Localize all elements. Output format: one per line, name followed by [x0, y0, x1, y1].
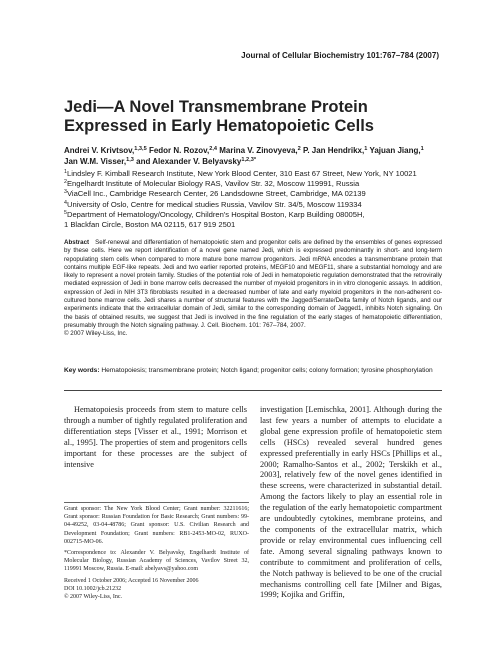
author-name: Marina V. Zinovyeva, [219, 146, 298, 155]
footnote-copyright: © 2007 Wiley-Liss, Inc. [64, 594, 123, 601]
author-name: Yajuan Jiang, [369, 146, 421, 155]
author-affiliation-mark: 2,4 [209, 146, 218, 152]
title-line-2: Expressed in Early Hematopoietic Cells [64, 117, 374, 135]
affiliation-number: 3 [64, 189, 67, 196]
title-line-1: Jedi—A Novel Transmembrane Protein [64, 98, 368, 116]
affiliation-list [64, 169, 444, 230]
author-name: P. Jan Hendrikx, [303, 146, 365, 155]
affiliation-text: Department of Hematology/Oncology, Children's Hospital Boston, Karp Building 08005H, [66, 209, 365, 219]
article-title [64, 98, 444, 136]
author-affiliation-mark: 1 [364, 146, 368, 152]
affiliation-item [64, 189, 444, 199]
affiliation-item [64, 220, 444, 230]
affiliation-item [64, 210, 444, 220]
affiliation-text: Engelhardt Institute of Molecular Biology RAS, Vavilov Str. 32, Moscow 119991, Russia [66, 179, 360, 189]
author-name: Jan W.M. Visser, [64, 157, 127, 166]
affiliation-text: University of Oslo, Centre for medical studies Russia, Vavilov Str. 34/5, Moscow 119334 [66, 199, 362, 209]
author-list [64, 145, 439, 167]
affiliation-item [64, 179, 444, 189]
grant-footnote: Grant sponsor: The New York Blood Center; Grant number: 32211616; Grant sponsor: Russian Foundation for Basic Research; Grant numbers: 99-04-49252, 03-04-48786; Grant sponsor: U.S. Civilian Research and Development Foundation; Grant numbers: RB1-2453-MO-02, RUXO-002715-MO-06. [64, 506, 249, 545]
affiliation-number: 1 [64, 169, 67, 175]
author-affiliation-mark: 2 [297, 146, 301, 152]
keywords [64, 366, 442, 375]
affiliation-text: ViaCell Inc., Cambridge Research Center, 26 Landsdowne Street, Cambridge, MA 02139 [66, 189, 366, 199]
footnote-divider [64, 502, 249, 503]
author-affiliation-mark: 1,3 [126, 157, 134, 163]
affiliation-number: 4 [64, 199, 67, 206]
affiliation-item [64, 200, 444, 210]
doi: DOI 10.1002/jcb.21232 [64, 585, 122, 592]
author-affiliation-mark: 1,3,5 [134, 146, 147, 152]
affiliation-text: 1 Blackfan Circle, Boston MA 02115, 617 919 2501 [64, 220, 236, 230]
author-name: Fedor N. Rozov, [148, 146, 210, 155]
keywords-text: Hematopoiesis; transmembrane protein; Notch ligand; progenitor cells; colony formation; tyrosine phosphorylation [99, 367, 433, 374]
author-affiliation-mark: 1,2,3* [241, 157, 256, 163]
footnotes [64, 502, 249, 601]
journal-header: Journal of Cellular Biochemistry 101:767–784 (2007) [241, 51, 439, 60]
affiliation-number: 2 [64, 179, 67, 186]
body-column-left: Hematopoiesis proceeds from stem to mature cells through a number of tightly regulated proliferation and differentiation steps [Visser et al., 1991; Morrison et al., 1995]. The properties of stem and progenitors cells important for these processes are the subject of intensive [64, 405, 247, 469]
abstract-copyright: © 2007 Wiley-Liss, Inc. [64, 330, 128, 338]
affiliation-item [64, 169, 444, 179]
abstract-text: Self-renewal and differentiation of hematopoietic stem and progenitor cells are defined by the ensembles of genes expressed by these cells. Here we report identification of a novel gene named Jedi, which is expressed predominantly in short- and long-term repopulating stem cells when compared to more mature bone marrow progenitors. Jedi mRNA encodes a transmembrane protein that contains multiple EGF-like repeats. Jedi and two earlier reported proteins, MEGF10 and MEGF11, share a substantial homology and are likely to represent a novel protein family. Studies of the potential role of Jedi in hematopoietic regulation demonstrated that the retrovirally mediated expression of Jedi in bone marrow cells decreased the number of myeloid progenitors in in vitro clonogenic assays. In addition, expression of Jedi in NIH 3T3 fibroblasts resulted in a decreased number of late and early myeloid progenitors in the non-adherent co-cultured bone marrow cells. Jedi shares a number of structural features with the Jagged/Serrate/Delta family of Notch ligands, and our experiments indicate that the extracellular domain of Jedi, similar to the corresponding domain of Jagged1, inhibits Notch signaling. On the basis of obtained results, we suggest that Jedi is involved in the fine regulation of the early stages of hematopoietic differentiation, presumably through the Notch signaling pathway. J. Cell. Biochem. 101: 767–784, 2007. [64, 239, 442, 329]
author-name: and Alexander V. Belyavsky [136, 157, 242, 166]
affiliation-text: Lindsley F. Kimball Research Institute, New York Blood Center, 310 East 67 Street, New York, NY 10021 [66, 169, 417, 178]
keywords-label: Key words: [64, 367, 100, 374]
affiliation-number: 5 [64, 209, 67, 216]
abstract-label: Abstract [64, 239, 90, 246]
correspondence-footnote: *Correspondence to: Alexander V. Belyavsky, Engelhardt Institute of Molecular Biology, Russian Academy of Sciences, Vavilov Street 32, 119991 Moscow, Russia. E-mail: abelyavs@yahoo.com [64, 550, 249, 573]
author-affiliation-mark: 1 [420, 146, 424, 152]
section-divider [64, 390, 442, 391]
received-date: Received 1 October 2006; Accepted 16 November 2006 [64, 577, 199, 584]
author-name: Andrei V. Krivtsov, [64, 146, 135, 155]
body-column-right: investigation [Lemischka, 2001]. Although during the last few years a number of attempts to elucidate a global gene expression profile of hematopoietic stem cells (HSCs) revealed several hundred genes expressed preferentially in early HSCs [Phillips et al., 2000; Ramalho-Santos et al., 2002; Terskikh et al., 2003], relatively few of the novel genes identified in these screens, were characterized in substantial detail. Among the factors likely to play an essential role in the regulation of the early hematopoietic compartment are undoubtedly cytokines, membrane proteins, and the components of the extracellular matrix, which provide or relay environmental cues influencing cell fate. Among several signaling pathways known to contribute to commitment and proliferation of cells, the Notch pathway is believed to be one of the crucial mechanisms controlling cell fate [Milner and Bigas, 1999; Kojika and Griffin, [260, 405, 442, 600]
abstract [64, 239, 442, 339]
